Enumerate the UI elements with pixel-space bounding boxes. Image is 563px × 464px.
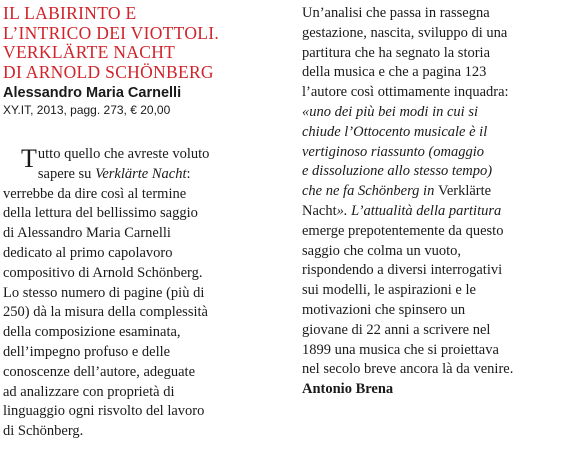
text-line: conoscenze dell’autore, adeguate	[3, 363, 196, 380]
text-line: Un’analisi che passa in rassegna	[302, 5, 490, 21]
title-line: L’INTRICO DEI VIOTTOLI.	[3, 22, 220, 43]
text-line: sui modelli, le aspirazioni e le	[302, 282, 476, 299]
text-line: giovane di 22 anni a scrivere nel	[302, 321, 491, 338]
text-line: 1899 una musica che si proiettava	[302, 341, 499, 358]
review-body-left	[3, 145, 265, 442]
text-segment: sapere su	[37, 165, 96, 182]
title-line: DI ARNOLD SCHÖNBERG	[3, 61, 214, 82]
text-line: della musica e che a pagina 123	[302, 64, 487, 81]
quote-line: chiude l’Ottocento musicale è il	[302, 123, 488, 140]
quote-line: vertiginoso riassunto (omaggio	[302, 143, 485, 160]
text-line: rispondendo a diversi interrogativi	[302, 262, 503, 279]
reviewer-signature: Antonio Brena	[302, 381, 394, 398]
right-column	[302, 4, 560, 400]
article-title	[3, 4, 265, 82]
text-line: Lo stesso numero di pagine (più di	[3, 284, 205, 301]
text-line: dell’impegno profuso e delle	[3, 343, 171, 360]
text-line: della lettura del bellissimo saggio	[3, 205, 198, 222]
work-title: Verklärte Nacht	[95, 165, 187, 182]
text-line: linguaggio ogni risvolto del lavoro	[3, 403, 205, 420]
text-line: nel secolo breve ancora là da venire.	[302, 361, 514, 378]
title-line: VERKLÄRTE NACHT	[3, 42, 176, 62]
text-segment: :	[186, 165, 191, 182]
title-line: IL LABIRINTO E	[3, 3, 137, 23]
publication-info: XY.IT, 2013, pagg. 273, € 20,00	[3, 103, 171, 117]
review-body-right	[302, 4, 560, 400]
text-line: saggio che colma un vuoto,	[302, 242, 462, 259]
quote-segment: ». L’attualità della partitura	[336, 202, 502, 219]
quote-line: «uno dei più bei modi in cui si	[302, 103, 478, 120]
work-title: Verklärte	[437, 183, 492, 200]
text-line	[302, 182, 560, 202]
text-line: gestazione, nascita, sviluppo di una	[302, 24, 508, 41]
text-line: di Alessandro Maria Carnelli	[3, 225, 171, 242]
text-line	[3, 165, 265, 185]
text-line	[302, 202, 560, 222]
text-line: di Schönberg.	[3, 423, 84, 440]
text-line: 250) dà la misura della complessità	[3, 304, 208, 321]
text-line: partitura che ha segnato la storia	[302, 44, 491, 61]
work-title: Nacht	[302, 202, 337, 219]
quote-segment: che ne fa Schönberg in	[302, 183, 438, 200]
text-line: dedicato al primo capolavoro	[3, 244, 173, 261]
text-line: della composizione esaminata,	[3, 324, 181, 341]
quote-line: e dissoluzione allo stesso tempo)	[302, 163, 493, 180]
text-line: compositivo di Arnold Schönberg.	[3, 264, 203, 281]
text-line: ad analizzare con proprietà di	[3, 383, 175, 400]
book-author: Alessandro Maria Carnelli	[3, 85, 182, 101]
text-segment: utto quello che avreste voluto	[37, 146, 210, 162]
text-line: motivazioni che spinsero un	[302, 301, 466, 318]
left-column	[3, 4, 265, 442]
text-line: l’autore così ottimamente inquadra:	[302, 84, 509, 101]
text-line: verrebbe da dire così al termine	[3, 185, 187, 202]
text-line	[3, 144, 265, 173]
drop-cap: T	[21, 144, 37, 173]
text-line: emerge prepotentemente da questo	[302, 222, 504, 239]
